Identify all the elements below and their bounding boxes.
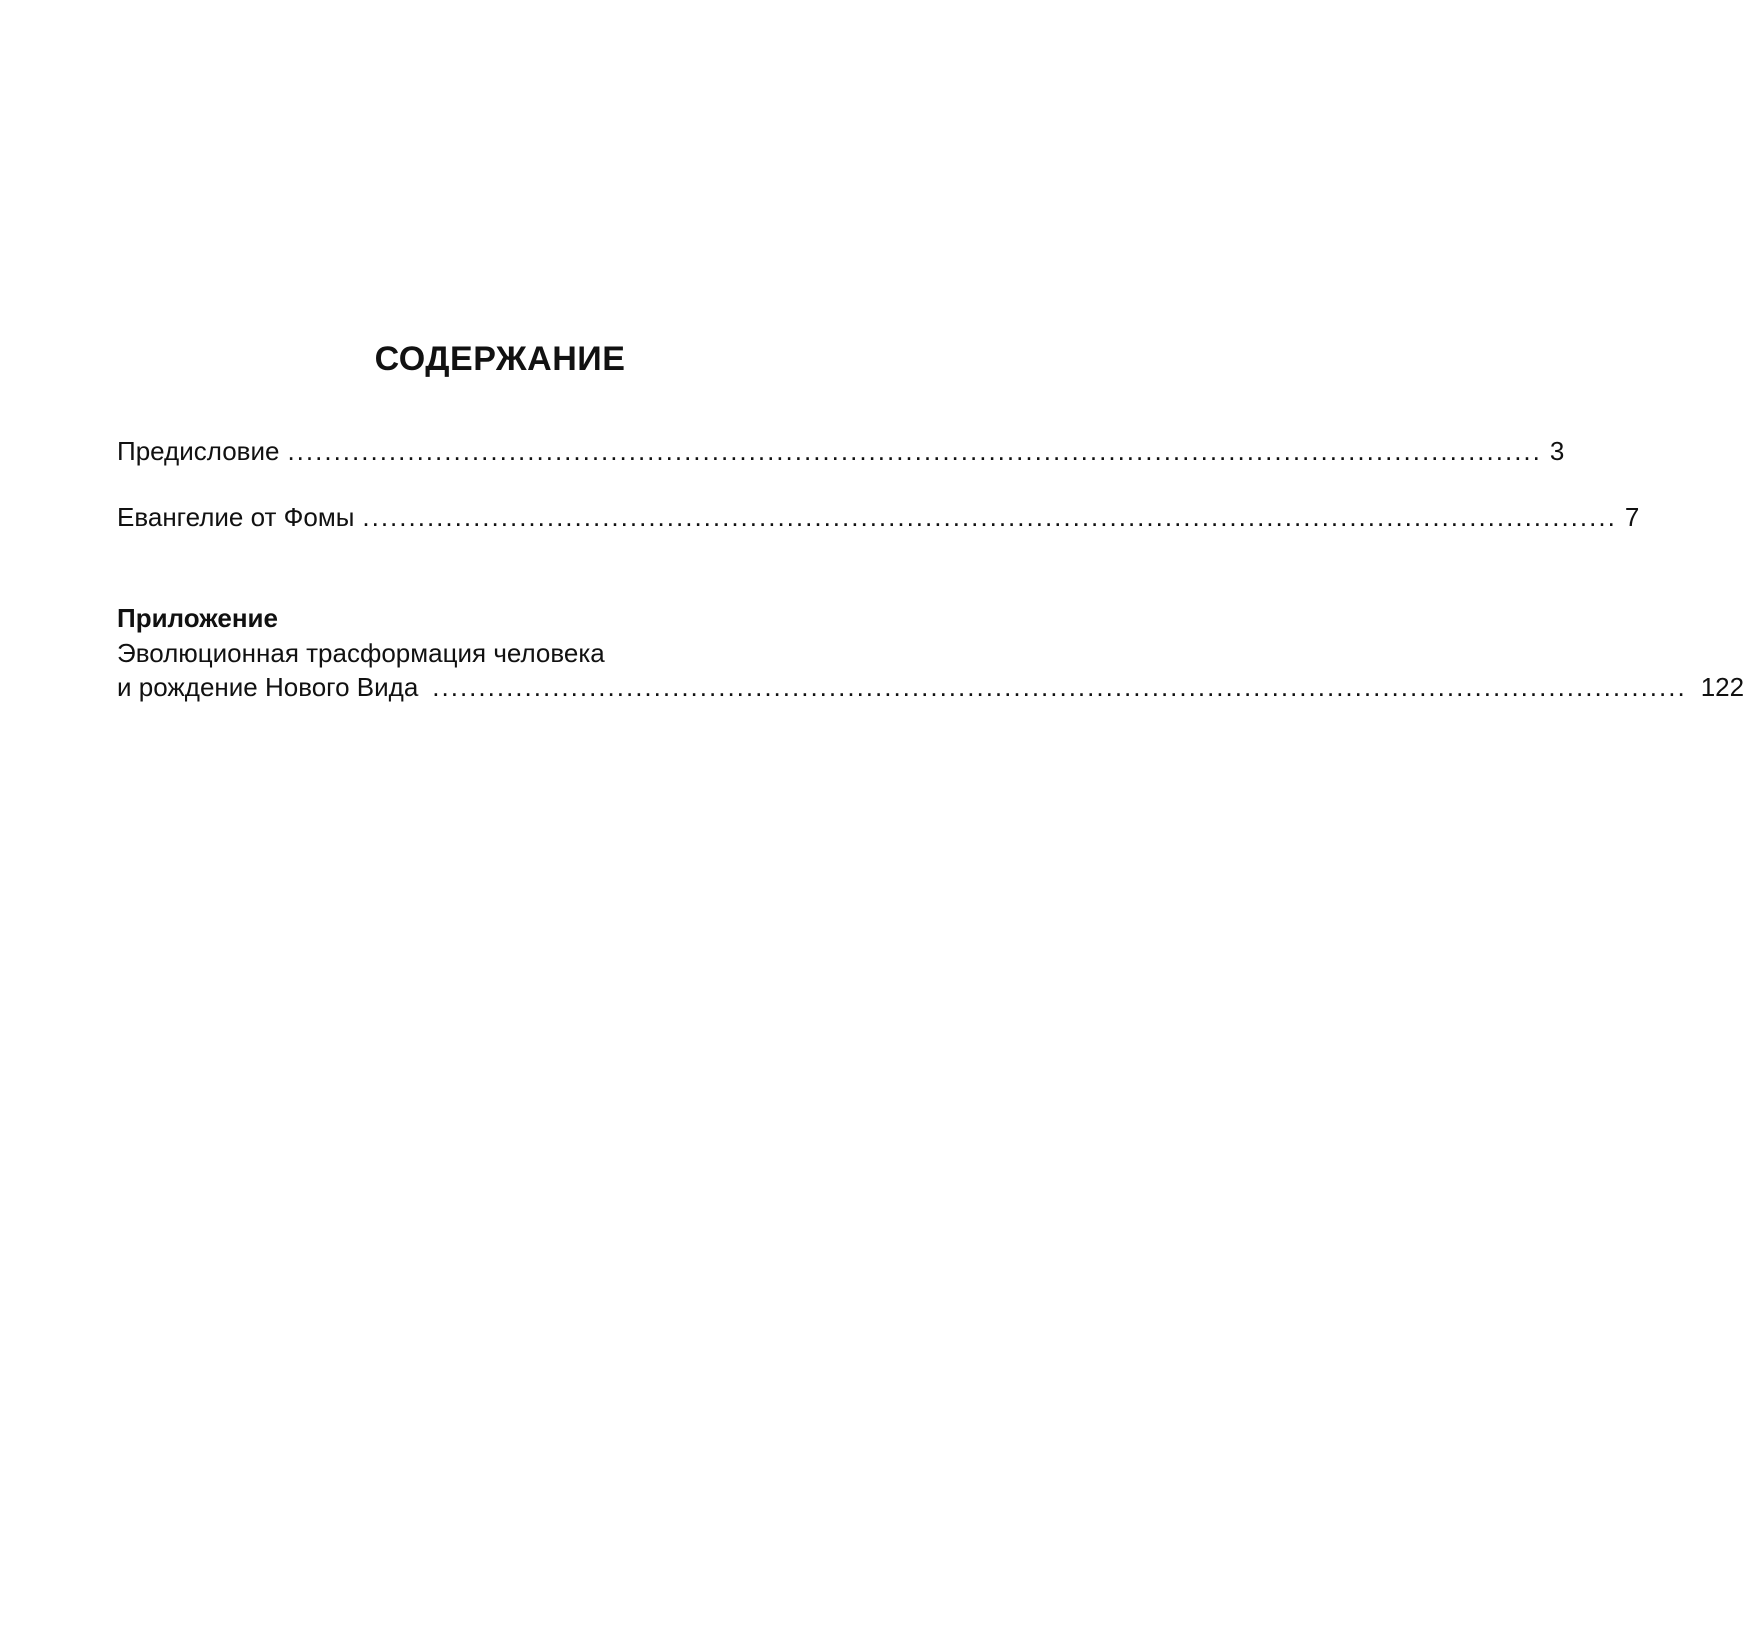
toc-entry bbox=[117, 670, 1744, 704]
dot-leader: ........................................................................................................................................ bbox=[362, 502, 1617, 532]
toc-entry-page: 122 bbox=[1700, 672, 1744, 702]
toc-entry-page: 3 bbox=[1549, 436, 1565, 466]
dot-leader: ........................................................................................................................................ bbox=[432, 672, 1687, 702]
toc-entry-label: Евангелие от Фомы bbox=[117, 502, 355, 532]
appendix-title-line: Эволюционная трасформация человека bbox=[117, 638, 605, 668]
toc-entry bbox=[117, 500, 1640, 534]
toc-title: СОДЕРЖАНИЕ bbox=[374, 340, 626, 378]
toc-entry bbox=[117, 434, 1565, 468]
dot-leader: ........................................................................................................................................ bbox=[287, 436, 1542, 466]
appendix-heading: Приложение bbox=[117, 603, 278, 633]
toc-entry-label: и рождение Нового Вида bbox=[117, 672, 419, 702]
toc-entry-label: Предисловие bbox=[117, 436, 280, 466]
toc-entry-page: 7 bbox=[1624, 502, 1640, 532]
